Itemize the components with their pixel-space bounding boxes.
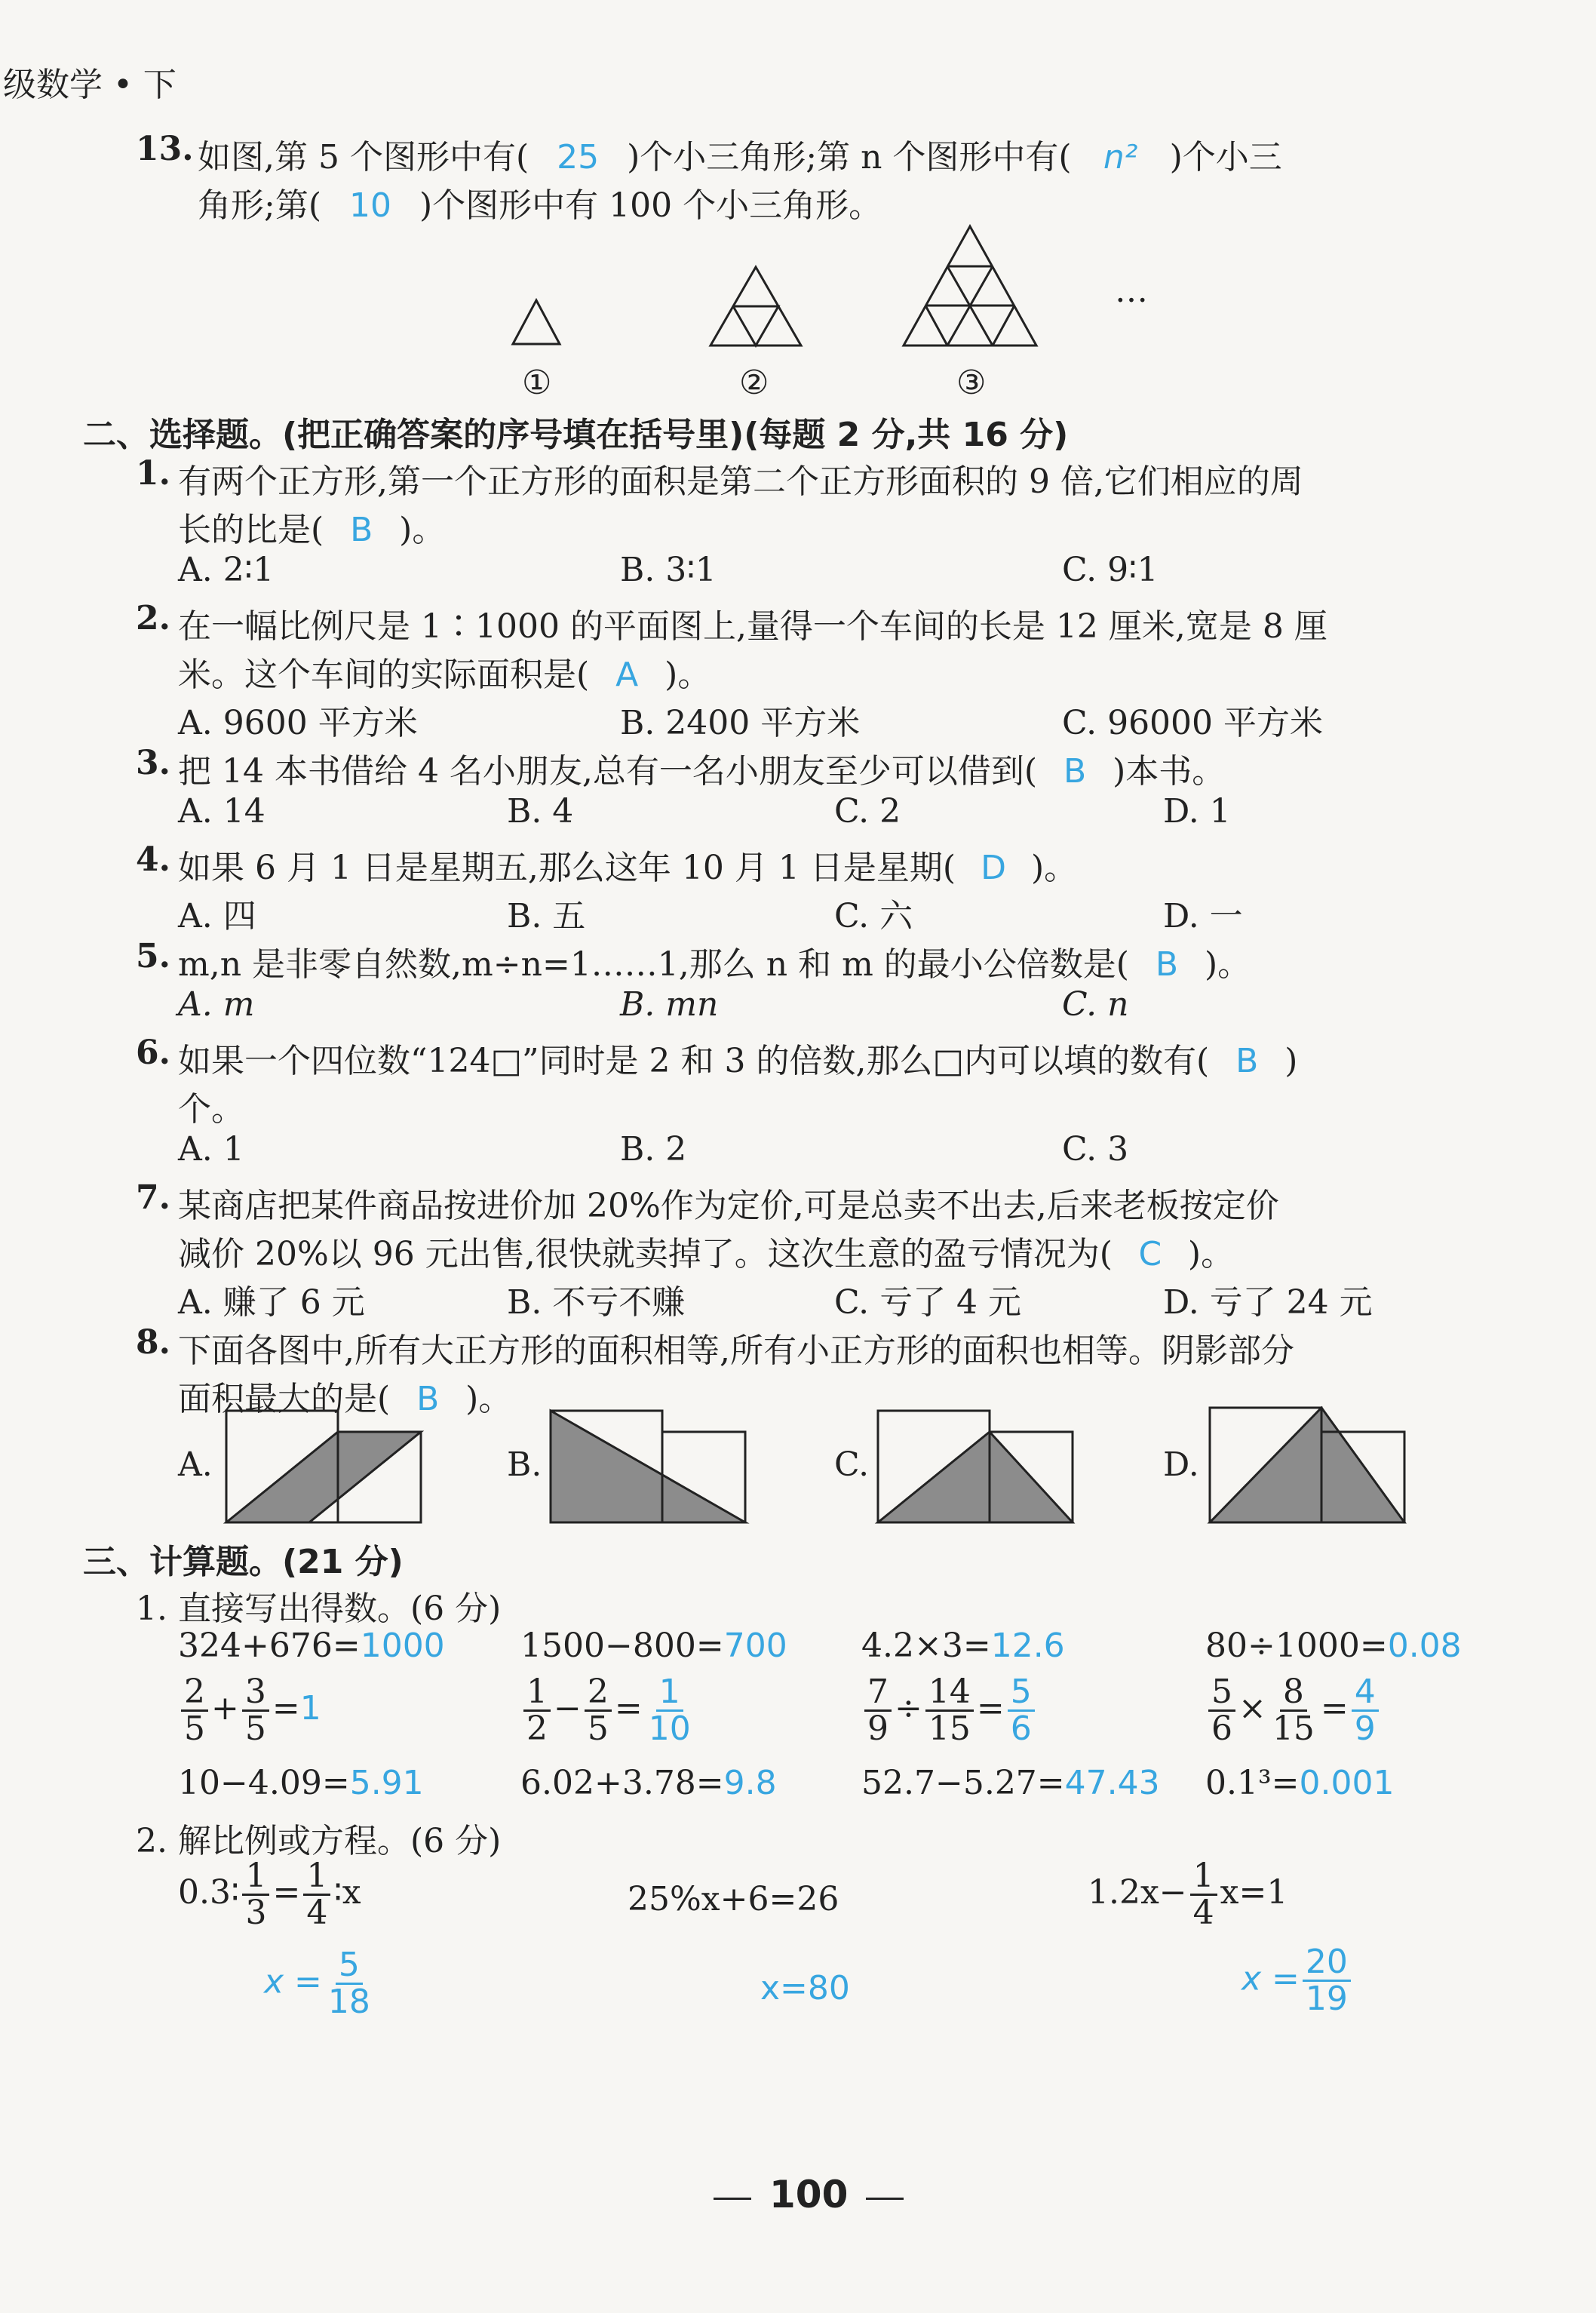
q13-text-1b: )个小三角形;第 n 个图形中有( bbox=[627, 138, 1072, 177]
q5-text-b: )。 bbox=[1204, 945, 1251, 984]
q7-option-d: D. 亏了 24 元 bbox=[1163, 1283, 1373, 1322]
q8-option-a-label: A. bbox=[178, 1445, 213, 1484]
q13-text-2a: 角形;第( bbox=[198, 186, 321, 225]
q4-option-c: C. 六 bbox=[834, 897, 913, 935]
q1-option-a: A. 2∶1 bbox=[178, 551, 275, 589]
calc-r1-c1-a: 1000 bbox=[360, 1626, 445, 1665]
equation-1: 0.3∶ $\frac{1}{3}$ = $\frac{1}{4}$ ∶x bbox=[178, 1857, 361, 1933]
calc-r1-c2 bbox=[520, 1626, 787, 1665]
q2-option-c: C. 96000 平方米 bbox=[1062, 704, 1324, 742]
fraction: $\frac{5}{18}$ bbox=[327, 1946, 370, 2022]
figure-ellipsis: … bbox=[1115, 272, 1148, 310]
q5-option-c: C. n bbox=[1062, 985, 1129, 1024]
q13-answer-3: 10 bbox=[349, 186, 391, 225]
fraction: $\frac{8}{15}$ bbox=[1272, 1673, 1315, 1749]
fraction: $\frac{14}{15}$ bbox=[925, 1675, 974, 1746]
q6-option-c: C. 3 bbox=[1062, 1130, 1129, 1169]
q8-figure-b bbox=[549, 1409, 747, 1524]
calc-r2-c2-a: $\frac{1}{10}$ bbox=[648, 1673, 691, 1749]
q8-figure-c bbox=[876, 1409, 1074, 1524]
q8-number: 8. bbox=[136, 1323, 170, 1362]
q2-answer: A bbox=[615, 656, 639, 694]
calc-r3-c4-q: 0.1³= bbox=[1205, 1764, 1300, 1802]
q7-number: 7. bbox=[136, 1178, 170, 1217]
q1-line1: 有两个正方形,第一个正方形的面积是第二个正方形面积的 9 倍,它们相应的周 bbox=[178, 462, 1303, 501]
figure-label-2: ② bbox=[739, 364, 769, 402]
calc-r1-c1-q: 324+676= bbox=[178, 1626, 361, 1665]
calc-r2-c4: $\frac{5}{6}$ × $\frac{8}{15}$ = $\frac{4}{9}$ bbox=[1205, 1675, 1382, 1746]
q6-line1 bbox=[178, 1034, 1297, 1082]
q13-text-1c: )个小三 bbox=[1169, 138, 1282, 177]
section3-title: 三、计算题。(21 分) bbox=[83, 1543, 404, 1581]
calc-r1-c2-q: 1500−800= bbox=[520, 1626, 724, 1665]
fraction: $\frac{5}{6}$ bbox=[1208, 1675, 1235, 1746]
figure-label-1: ① bbox=[522, 364, 552, 402]
q4-answer: D bbox=[981, 849, 1006, 887]
q7-option-a: A. 赚了 6 元 bbox=[178, 1283, 365, 1322]
equation-1-answer: x = $\frac{5}{18}$ bbox=[264, 1948, 376, 2020]
fraction: $\frac{20}{19}$ bbox=[1303, 1945, 1351, 2017]
q8-option-d-label: D. bbox=[1163, 1445, 1199, 1484]
q7-answer: C bbox=[1138, 1235, 1162, 1273]
operator: × bbox=[1238, 1689, 1266, 1728]
calc-r2-c3: $\frac{7}{9}$ ÷ $\frac{14}{15}$ = $\frac{5}{6}$ bbox=[861, 1675, 1038, 1746]
calc-r3-c2-q: 6.02+3.78= bbox=[520, 1764, 724, 1802]
q2-text-a: 米。这个车间的实际面积是( bbox=[178, 656, 590, 694]
q6-number: 6. bbox=[136, 1034, 170, 1072]
operator: + bbox=[211, 1689, 239, 1728]
equation-3: 1.2x− $\frac{1}{4}$ x=1 bbox=[1088, 1857, 1288, 1933]
q2-number: 2. bbox=[136, 599, 170, 637]
calc-r1-c3 bbox=[861, 1626, 1065, 1665]
q2-line2 bbox=[178, 647, 711, 696]
q3-option-a: A. 14 bbox=[178, 792, 265, 831]
calc-r3-c3-a: 47.43 bbox=[1064, 1764, 1160, 1802]
q8-line1: 下面各图中,所有大正方形的面积相等,所有小正方形的面积也相等。阴影部分 bbox=[178, 1332, 1294, 1370]
q6-option-a: A. 1 bbox=[178, 1130, 244, 1169]
q3-text-b: )本书。 bbox=[1113, 752, 1226, 791]
q13-line2 bbox=[198, 178, 882, 226]
figure-label-3: ③ bbox=[956, 364, 987, 402]
q3-option-d: D. 1 bbox=[1163, 792, 1231, 831]
q1-option-b: B. 3∶1 bbox=[620, 551, 717, 589]
q8-answer: B bbox=[416, 1380, 440, 1418]
q2-line1: 在一幅比例尺是 1∶1000 的平面图上,量得一个车间的长是 12 厘米,宽是 8 厘 bbox=[178, 607, 1327, 646]
equation-2-answer: x=80 bbox=[760, 1969, 850, 2007]
q6-option-b: B. 2 bbox=[620, 1130, 687, 1169]
q2-text-b: )。 bbox=[664, 656, 711, 694]
q3-answer: B bbox=[1063, 752, 1087, 791]
q5-option-a: A. m bbox=[178, 985, 255, 1024]
q4-line1 bbox=[178, 840, 1077, 889]
fraction: $\frac{2}{5}$ bbox=[585, 1675, 612, 1746]
q2-option-a: A. 9600 平方米 bbox=[178, 704, 418, 742]
q5-answer: B bbox=[1155, 945, 1179, 984]
calc-r1-c4-q: 80÷1000= bbox=[1205, 1626, 1388, 1665]
calc-part1-title: 1. 直接写出得数。(6 分) bbox=[136, 1590, 502, 1628]
equation-2: 25%x+6=26 bbox=[628, 1880, 839, 1918]
q8-figure-d bbox=[1208, 1406, 1406, 1524]
q1-answer: B bbox=[350, 511, 373, 549]
q13-answer-2: n² bbox=[1103, 138, 1138, 177]
triangle-figure-3 bbox=[902, 225, 1038, 347]
q8-option-c-label: C. bbox=[834, 1445, 870, 1484]
fraction: $\frac{2}{5}$ bbox=[181, 1675, 208, 1746]
q13-answer-1: 25 bbox=[557, 138, 600, 177]
calc-r2-c2: $\frac{1}{2}$ − $\frac{2}{5}$ = $\frac{1}{10}$ bbox=[520, 1675, 697, 1746]
q2-option-b: B. 2400 平方米 bbox=[620, 704, 861, 742]
fraction: $\frac{3}{5}$ bbox=[242, 1675, 269, 1746]
q1-number: 1. bbox=[136, 454, 170, 493]
q4-option-b: B. 五 bbox=[507, 897, 586, 935]
q8-figure-a bbox=[225, 1409, 422, 1524]
q3-line1 bbox=[178, 744, 1225, 792]
fraction: $\frac{1}{4}$ bbox=[303, 1859, 330, 1931]
q6-line2: 个。 bbox=[178, 1090, 244, 1129]
calc-r2-c1: $\frac{2}{5}$ + $\frac{3}{5}$ =1 bbox=[178, 1675, 321, 1746]
q5-line1 bbox=[178, 937, 1251, 985]
calc-part2-title: 2. 解比例或方程。(6 分) bbox=[136, 1822, 502, 1860]
q5-number: 5. bbox=[136, 937, 170, 975]
calc-r3-c1-q: 10−4.09= bbox=[178, 1764, 350, 1802]
calc-r2-c1-a: 1 bbox=[299, 1689, 321, 1728]
q7-line2 bbox=[178, 1227, 1234, 1275]
q7-text-b: )。 bbox=[1187, 1235, 1235, 1273]
q7-text-a: 减价 20%以 96 元出售,很快就卖掉了。这次生意的盈亏情况为( bbox=[178, 1235, 1113, 1273]
q7-line1: 某商店把某件商品按进价加 20%作为定价,可是总卖不出去,后来老板按定价 bbox=[178, 1187, 1279, 1225]
header-title: 级数学 • 下 bbox=[3, 66, 176, 104]
fraction: $\frac{1}{2}$ bbox=[523, 1675, 551, 1746]
calc-r3-c3-q: 52.7−5.27= bbox=[861, 1764, 1065, 1802]
q3-option-b: B. 4 bbox=[507, 792, 574, 831]
triangle-figure-2 bbox=[709, 266, 803, 347]
q13-text-2b: )个图形中有 100 个小三角形。 bbox=[419, 186, 882, 225]
q8-text-a: 面积最大的是( bbox=[178, 1380, 391, 1418]
calc-r1-c3-a: 12.6 bbox=[990, 1626, 1065, 1665]
calc-r1-c4-a: 0.08 bbox=[1387, 1626, 1462, 1665]
q7-option-c: C. 亏了 4 元 bbox=[834, 1283, 1022, 1322]
calc-r3-c3 bbox=[861, 1764, 1160, 1802]
q4-option-a: A. 四 bbox=[178, 897, 256, 935]
calc-r2-c4-a: $\frac{4}{9}$ bbox=[1352, 1675, 1379, 1746]
fraction: $\frac{1}{4}$ bbox=[1190, 1859, 1217, 1931]
calc-r3-c1-a: 5.91 bbox=[349, 1764, 424, 1802]
q6-text-b: ) bbox=[1284, 1042, 1298, 1080]
calc-r1-c1 bbox=[178, 1626, 445, 1665]
q8-option-b-label: B. bbox=[507, 1445, 542, 1484]
q5-text-a: m,n 是非零自然数,m÷n=1……1,那么 n 和 m 的最小公倍数是( bbox=[178, 945, 1129, 984]
q13-number: 13. bbox=[136, 130, 194, 168]
calc-r3-c4 bbox=[1205, 1764, 1394, 1802]
q5-option-b: B. mn bbox=[620, 985, 719, 1024]
fraction: $\frac{7}{9}$ bbox=[864, 1675, 892, 1746]
calc-r3-c4-a: 0.001 bbox=[1299, 1764, 1395, 1802]
equation-3-answer: x = $\frac{20}{19}$ bbox=[1242, 1945, 1354, 2017]
q4-text-a: 如果 6 月 1 日是星期五,那么这年 10 月 1 日是星期( bbox=[178, 849, 956, 887]
calc-r3-c1 bbox=[178, 1764, 424, 1802]
q8-text-b: )。 bbox=[465, 1380, 512, 1418]
q3-option-c: C. 2 bbox=[834, 792, 901, 831]
q1-option-c: C. 9∶1 bbox=[1062, 551, 1159, 589]
calc-r3-c2 bbox=[520, 1764, 777, 1802]
section2-title: 二、选择题。(把正确答案的序号填在括号里)(每题 2 分,共 16 分) bbox=[83, 416, 1069, 454]
q1-text-a: 长的比是( bbox=[178, 511, 324, 549]
q7-option-b: B. 不亏不赚 bbox=[507, 1283, 686, 1322]
q6-answer: B bbox=[1235, 1042, 1259, 1080]
q6-text-a: 如果一个四位数“124□”同时是 2 和 3 的倍数,那么□内可以填的数有( bbox=[178, 1042, 1210, 1080]
q3-number: 3. bbox=[136, 744, 170, 782]
fraction: $\frac{1}{3}$ bbox=[242, 1859, 269, 1931]
page-number: 100 bbox=[714, 2173, 904, 2216]
q4-number: 4. bbox=[136, 840, 170, 879]
operator: − bbox=[554, 1689, 582, 1728]
calc-r1-c2-a: 700 bbox=[723, 1626, 787, 1665]
q3-text-a: 把 14 本书借给 4 名小朋友,总有一名小朋友至少可以借到( bbox=[178, 752, 1038, 791]
calc-r2-c3-a: $\frac{5}{6}$ bbox=[1008, 1675, 1035, 1746]
calc-r1-c3-q: 4.2×3= bbox=[861, 1626, 991, 1665]
q1-line2 bbox=[178, 502, 445, 551]
q4-text-b: )。 bbox=[1031, 849, 1078, 887]
q13-text-1a: 如图,第 5 个图形中有( bbox=[198, 138, 529, 177]
q13-line1 bbox=[198, 130, 1282, 178]
q1-text-b: )。 bbox=[399, 511, 446, 549]
triangle-figure-1 bbox=[511, 299, 561, 346]
q4-option-d: D. 一 bbox=[1163, 897, 1243, 935]
operator: ÷ bbox=[895, 1689, 922, 1728]
calc-r3-c2-a: 9.8 bbox=[723, 1764, 777, 1802]
calc-r1-c4 bbox=[1205, 1626, 1462, 1665]
